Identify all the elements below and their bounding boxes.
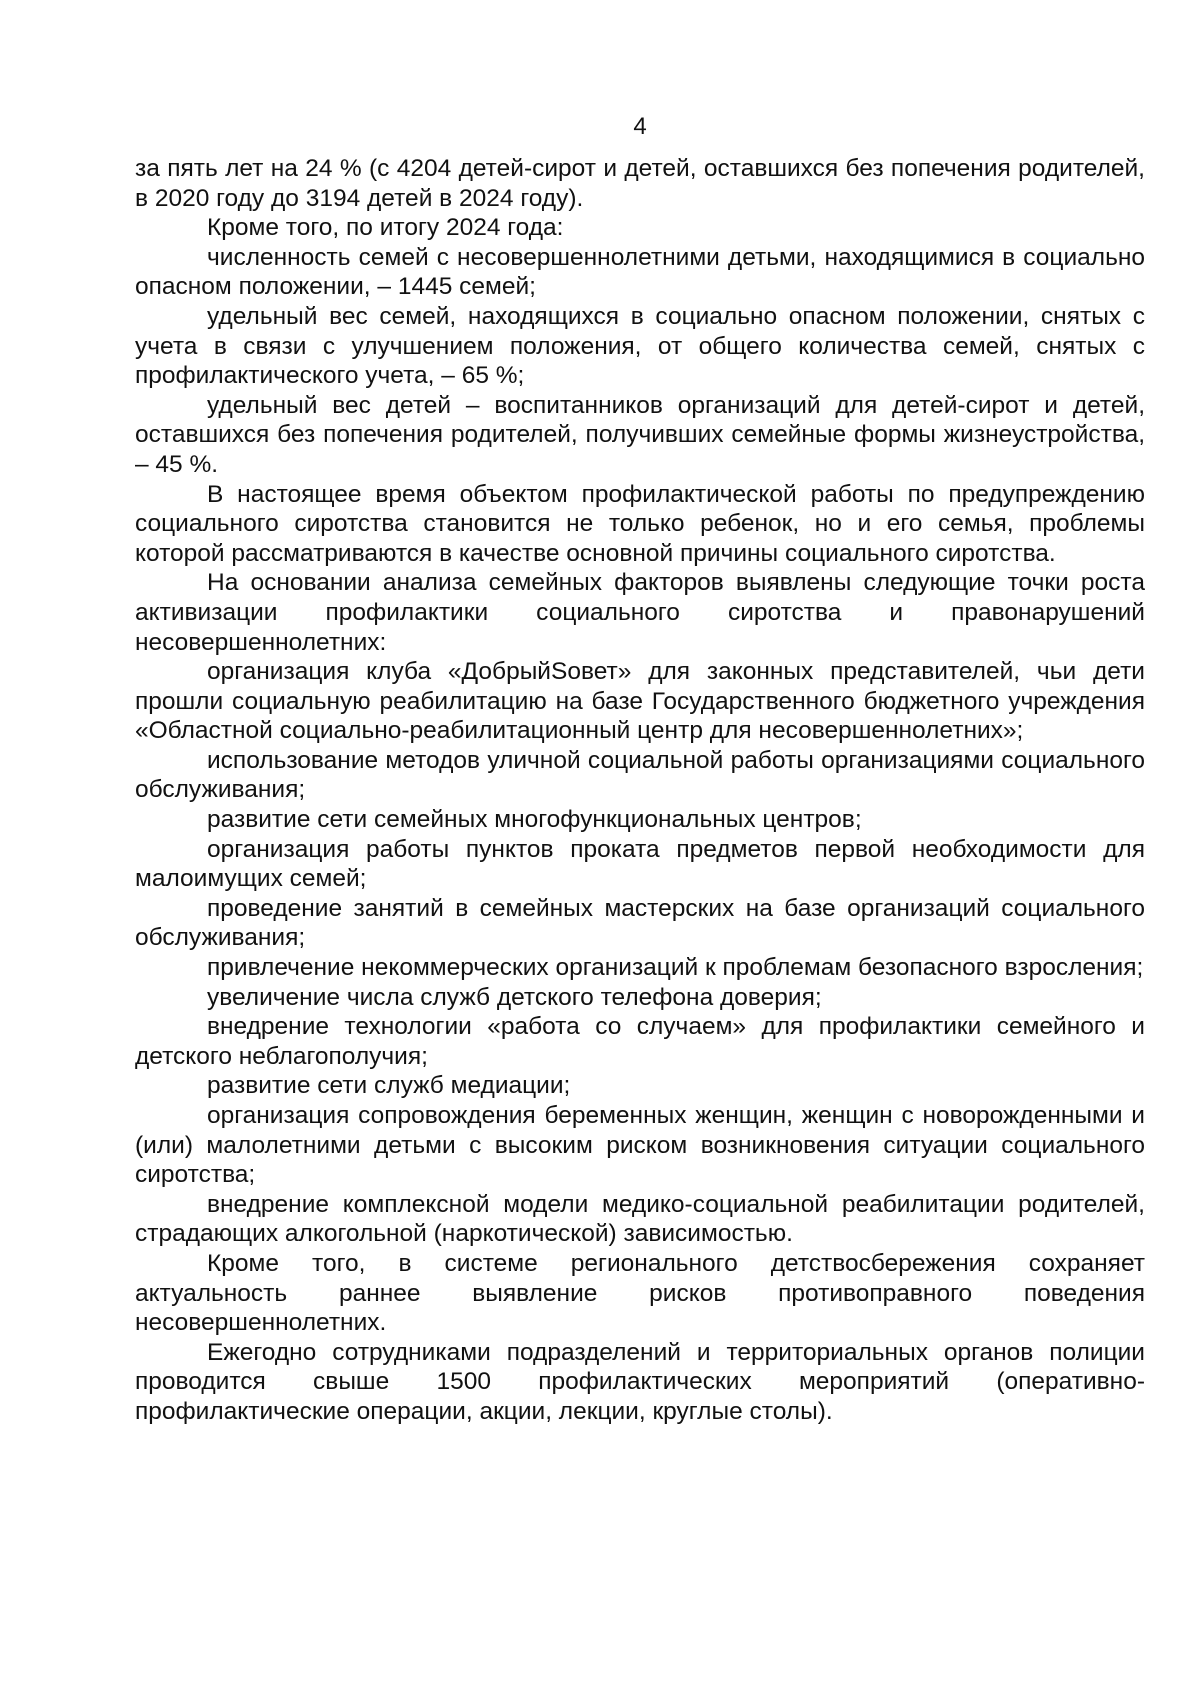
list-item: увеличение числа служб детского телефона доверия;: [207, 983, 822, 1011]
document-body: [135, 154, 1145, 1427]
list-item: внедрение комплексной модели медико-социальной реабилитации родителей, страдающих алкогольной (наркотической) зависимостью.: [135, 1190, 1145, 1248]
document-page: [135, 112, 1145, 1427]
paragraph: Кроме того, по итогу 2024 года:: [207, 214, 564, 242]
list-item: привлечение некоммерческих организаций к проблемам безопасного взросления;: [207, 954, 1144, 982]
list-item: использование методов уличной социальной работы организациями социального обслуживания;: [135, 746, 1145, 804]
list-item: организация сопровождения беременных женщин, женщин с новорожденными и (или) малолетними детьми с высоким риском возникновения ситуации социального сиротства;: [135, 1102, 1145, 1189]
list-item: внедрение технологии «работа со случаем» для профилактики семейного и детского неблагополучия;: [135, 1013, 1145, 1070]
paragraph-continuation: за пять лет на 24 % (с 4204 детей-сирот и детей, оставшихся без попечения родителей, в 2020 году до 3194 детей в 2024 году).: [135, 155, 1145, 212]
list-item: удельный вес семей, находящихся в социально опасном положении, снятых с учета в связи с улучшением положения, от общего количества семей, снятых с профилактического учета, – 65 %;: [135, 302, 1145, 390]
list-item: удельный вес детей – воспитанников организаций для детей-сирот и детей, оставшихся без попечения родителей, получивших семейные формы жизнеустройства, – 45 %.: [135, 391, 1145, 478]
list-item: развитие сети служб медиации;: [207, 1072, 571, 1100]
list-item: проведение занятий в семейных мастерских на базе организаций социального обслуживания;: [135, 894, 1145, 952]
list-item: развитие сети семейных многофункциональных центров;: [207, 806, 862, 834]
paragraph: В настоящее время объектом профилактической работы по предупреждению социального сиротства становится не только ребенок, но и его семья, проблемы которой рассматриваются в качестве основной причины социального сиротства.: [135, 480, 1145, 567]
list-item: организация работы пунктов проката предметов первой необходимости для малоимущих семей;: [135, 835, 1145, 893]
list-item: организация клуба «ДобрыйSовет» для законных представителей, чьи дети прошли социальную реабилитацию на базе Государственного бюджетного учреждения «Областной социально-реабилитационный центр для несовершеннолетних»;: [135, 658, 1145, 745]
paragraph: На основании анализа семейных факторов выявлены следующие точки роста активизации профилактики социального сиротства и правонарушений несовершеннолетних:: [135, 569, 1145, 656]
paragraph: Ежегодно сотрудниками подразделений и территориальных органов полиции проводится свыше 1500 профилактических мероприятий (оперативно-профилактические операции, акции, лекции, круглые столы).: [135, 1338, 1145, 1425]
page-number: 4: [633, 113, 647, 140]
list-item: численность семей с несовершеннолетними детьми, находящимися в социально опасном положении, – 1445 семей;: [135, 243, 1145, 301]
paragraph: Кроме того, в системе регионального детствосбережения сохраняет актуальность раннее выявление рисков противоправного поведения несовершеннолетних.: [135, 1249, 1145, 1337]
